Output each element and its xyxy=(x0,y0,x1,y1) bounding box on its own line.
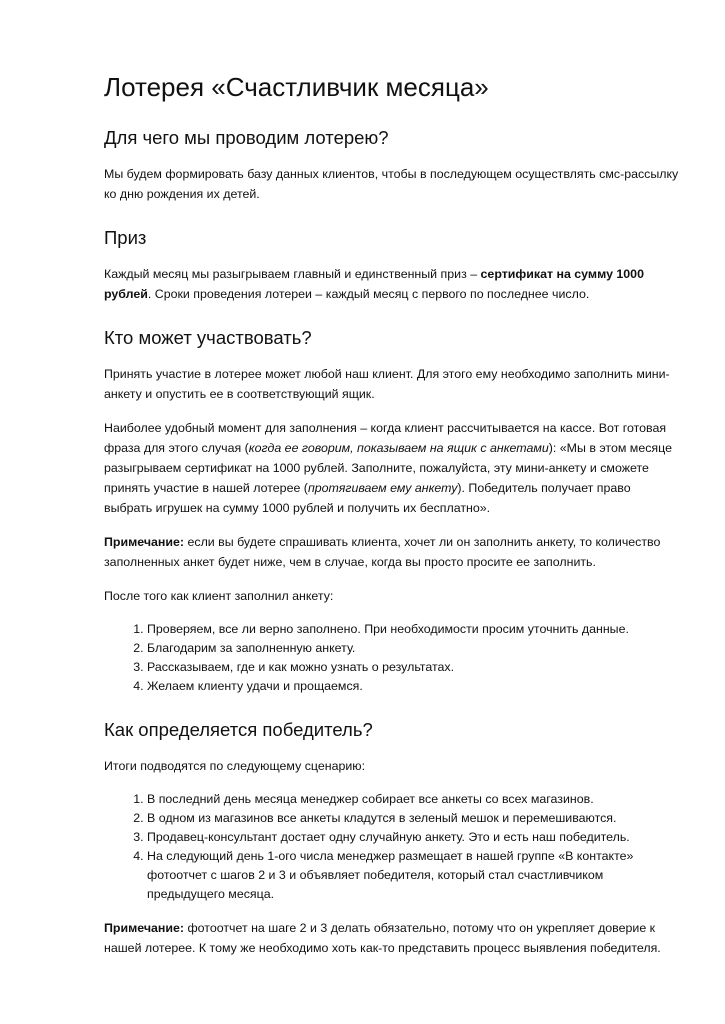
heading-prize: Приз xyxy=(104,227,147,248)
winner-steps-list xyxy=(104,790,679,904)
winner-note-text: фотоотчет на шаге 2 и 3 делать обязательно, потому что он укрепляет доверие к нашей лотерее. К тому же необходимо хоть как-то представить процесс выявления победителя. xyxy=(104,921,661,955)
who-p2-italic-2: протягиваем ему анкету xyxy=(307,481,458,495)
after-intro: После того как клиент заполнил анкету: xyxy=(104,589,334,603)
who-p2-a: Наиболее удобный момент для заполнения – когда клиент рассчитывается на кассе. Вот готовая фраза для этого случая ( xyxy=(104,421,667,455)
list-item: 1. Проверяем, все ли верно заполнено. При необходимости просим уточнить данные. xyxy=(147,620,679,639)
heading-winner: Как определяется победитель? xyxy=(104,719,373,740)
list-item: 4. Желаем клиенту удачи и прощаемся. xyxy=(147,677,679,696)
winner-intro: Итоги подводятся по следующему сценарию: xyxy=(104,759,366,773)
client-steps-list xyxy=(104,620,679,696)
document-page xyxy=(104,70,679,972)
who-paragraph-1: Принять участие в лотерее может любой наш клиент. Для этого ему необходимо заполнить мини-анкету и опустить ее в соответствующий ящик. xyxy=(104,367,670,401)
list-item: 4. На следующий день 1-ого числа менеджер размещает в нашей группе «В контакте» фотоотчет с шагов 2 и 3 и объявляет победителя, который стал счастливчиком предыдущего месяца. xyxy=(147,847,679,904)
heading-who: Кто может участвовать? xyxy=(104,327,312,348)
who-note xyxy=(104,532,679,572)
prize-paragraph xyxy=(104,264,679,304)
list-item: 3. Продавец-консультант достает одну случайную анкету. Это и есть наш победитель. xyxy=(147,828,679,847)
who-p2-c: ). Победитель получает право выбрать игрушек на сумму 1000 рублей и получить их бесплатно». xyxy=(104,481,631,515)
heading-why: Для чего мы проводим лотерею? xyxy=(104,127,389,148)
why-paragraph: Мы будем формировать базу данных клиентов, чтобы в последующем осуществлять смс-рассылку ко дню рождения их детей. xyxy=(104,167,679,201)
winner-note-label: Примечание: xyxy=(104,921,185,935)
prize-bold: сертификат на сумму 1000 рублей xyxy=(104,267,644,301)
who-p2-b: ): «Мы в этом месяце разыгрываем сертификат на 1000 рублей. Заполните, пожалуйста, эту мини-анкету и сможете принять участие в нашей лотерее ( xyxy=(104,441,672,495)
who-note-text: если вы будете спрашивать клиента, хочет ли он заполнить анкету, то количество заполненных анкет будет ниже, чем в случае, когда вы просто просите ее заполнить. xyxy=(104,535,661,569)
document-title: Лотерея «Счастливчик месяца» xyxy=(104,72,489,102)
who-note-label: Примечание: xyxy=(104,535,185,549)
who-paragraph-2 xyxy=(104,418,679,518)
winner-note xyxy=(104,918,679,958)
prize-text-2: . Сроки проведения лотереи – каждый месяц с первого по последнее число. xyxy=(147,287,590,301)
prize-text-1: Каждый месяц мы разыгрываем главный и единственный приз – xyxy=(104,267,481,281)
list-item: 1. В последний день месяца менеджер собирает все анкеты со всех магазинов. xyxy=(147,790,679,809)
list-item: 3. Рассказываем, где и как можно узнать о результатах. xyxy=(147,658,679,677)
list-item: 2. Благодарим за заполненную анкету. xyxy=(147,639,679,658)
list-item: 2. В одном из магазинов все анкеты кладутся в зеленый мешок и перемешиваются. xyxy=(147,809,679,828)
who-p2-italic-1: когда ее говорим, показываем на ящик с анкетами xyxy=(248,441,549,455)
